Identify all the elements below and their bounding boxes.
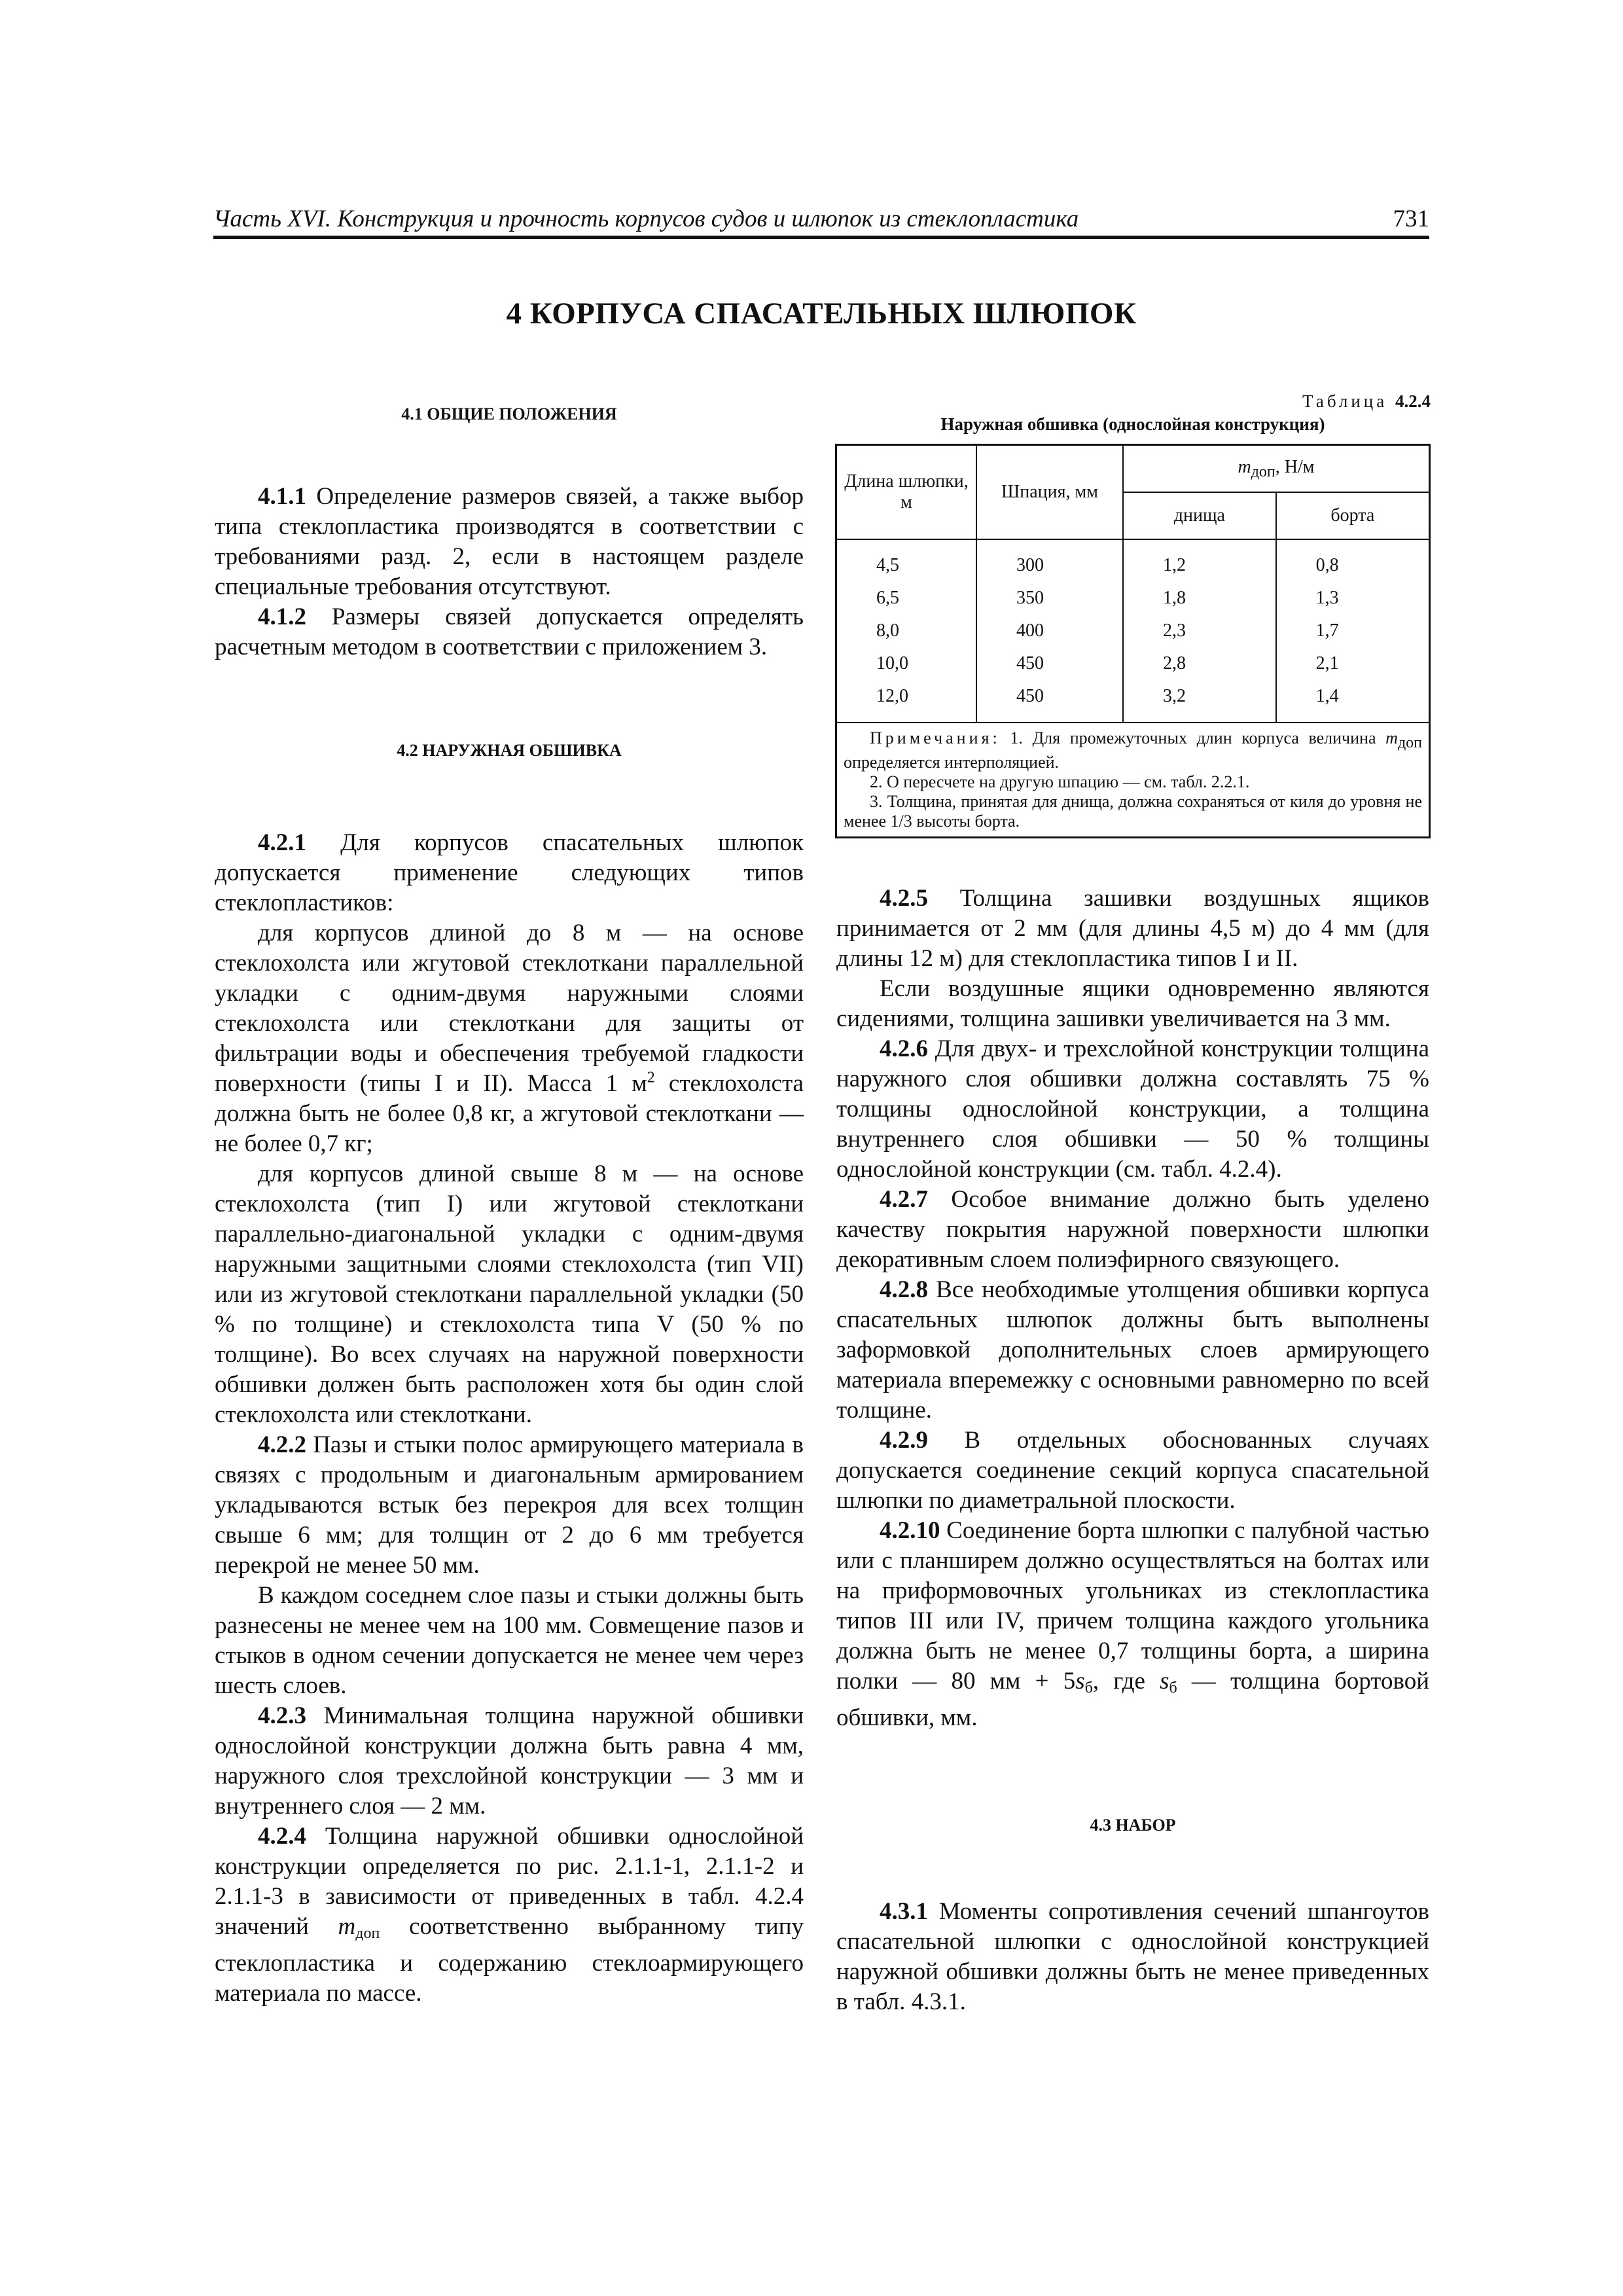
paragraph-text: для корпусов длиной до 8 м — на основе стеклохолста или жгутовой стеклоткани параллельной укладки с одним-двумя наружными слоями стеклохолста или стеклоткани для защиты от фильтрации воды и обеспечения требуемой гладкости поверхности (типы I и II). Масса 1 м bbox=[215, 920, 804, 1097]
section-heading-4-2: 4.2 НАРУЖНАЯ ОБШИВКА bbox=[397, 741, 622, 760]
math-symbol: s bbox=[1075, 1668, 1085, 1695]
table-4-2-4 bbox=[835, 391, 1431, 838]
paragraph-text: , где bbox=[1092, 1668, 1145, 1695]
table-row bbox=[836, 680, 1430, 723]
paragraph-number: 4.2.10 bbox=[880, 1517, 940, 1544]
paragraph-4-2-2-b: В каждом соседнем слое пазы и стыки должны быть разнесены не менее чем на 100 мм. Совмещение пазов и стыков в одном сечении допускается не менее чем через шесть слоев. bbox=[215, 1582, 804, 1699]
table-number-value: 4.2.4 bbox=[1395, 391, 1431, 411]
header-bottom: днища bbox=[1123, 492, 1276, 539]
paragraph-text: Размеры связей допускается определять расчетным методом в соответствии с приложением 3. bbox=[215, 603, 804, 660]
paragraph-4-2-5 bbox=[836, 884, 1429, 974]
paragraph-4-1-1 bbox=[215, 482, 804, 602]
paragraph-text: стеклохолста должна быть не более 0,8 кг, а жгутовой стеклоткани — не более 0,7 кг; bbox=[215, 1070, 804, 1157]
math-symbol: m bbox=[1385, 728, 1398, 747]
header-length: Длина шлюпки, м bbox=[836, 445, 977, 540]
paragraph-4-2-4 bbox=[215, 1821, 804, 2009]
paragraph-text: Толщина зашивки воздушных ящиков принимается от 2 мм (для длины 4,5 м) до 4 мм (для длины 12 м) для стеклопластика типов I и II. bbox=[836, 885, 1430, 972]
table-cell: 1,4 bbox=[1276, 680, 1430, 723]
notes-label: Примечания: bbox=[870, 728, 1001, 747]
paragraph-text: В отдельных обоснованных случаях допускается соединение секций корпуса спасательной шлюпки по диаметральной плоскости. bbox=[836, 1427, 1430, 1514]
paragraph-text: Соединение борта шлюпки с палубной частью или с планширем должно осуществляться на болтах или на приформовочных угольниках из стеклопластика типов III или IV, причем толщина каждого угольника должна быть не менее 0,7 толщины борта, а ширина полки — 80 мм + 5 bbox=[836, 1517, 1429, 1695]
paragraph-number: 4.2.4 bbox=[258, 1823, 306, 1850]
table-cell: 1,2 bbox=[1123, 539, 1276, 582]
note-text: 1. Для промежуточных длин корпуса величина bbox=[1010, 728, 1376, 747]
paragraph-number: 4.2.3 bbox=[258, 1702, 306, 1729]
paragraph-text: Минимальная толщина наружной обшивки однослойной конструкции должна быть равна 4 мм, наружного слоя трехслойной конструкции — 3 мм и внутреннего слоя — 2 мм. bbox=[215, 1702, 804, 1820]
math-subscript: доп bbox=[355, 1925, 380, 1942]
table-cell: 4,5 bbox=[836, 539, 977, 582]
paragraph-4-2-7 bbox=[836, 1185, 1429, 1275]
table-body bbox=[836, 539, 1430, 723]
paragraph-number: 4.2.2 bbox=[258, 1431, 306, 1458]
paragraph-4-1-2 bbox=[215, 602, 804, 662]
paragraph-4-2-10 bbox=[836, 1516, 1429, 1733]
table-number-label: Таблица bbox=[1302, 391, 1388, 411]
note-2: 2. О пересчете на другую шпацию — см. табл. 2.2.1. bbox=[870, 772, 1250, 791]
math-subscript: доп bbox=[1397, 734, 1422, 751]
paragraph-text: Определение размеров связей, а также выбор типа стеклопластика производятся в соответствии с требованиями разд. 2, если в настоящем разделе специальные требования отсутствуют. bbox=[215, 483, 804, 600]
table-cell: 1,3 bbox=[1276, 582, 1430, 615]
unit-label: , Н/м bbox=[1275, 456, 1315, 477]
paragraph-number: 4.3.1 bbox=[880, 1898, 928, 1925]
table-cell: 400 bbox=[976, 615, 1123, 647]
table-header-row bbox=[836, 445, 1430, 493]
paragraph-number: 4.2.7 bbox=[880, 1186, 928, 1213]
paragraph-text: Для корпусов спасательных шлюпок допускается применение следующих типов стеклопластиков: bbox=[215, 829, 804, 916]
table-row bbox=[836, 615, 1430, 647]
paragraph-text: Пазы и стыки полос армирующего материала в связях с продольным и диагональным армированием укладываются встык без перекроя для всех толщин свыше 6 мм; для толщин от 2 до 6 мм требуется перекрой не менее 50 мм. bbox=[215, 1431, 804, 1579]
paragraph-number: 4.2.6 bbox=[880, 1035, 928, 1062]
paragraph-number: 4.2.9 bbox=[880, 1427, 928, 1454]
left-column bbox=[215, 399, 804, 2009]
math-subscript: доп bbox=[1251, 463, 1275, 480]
table-cell: 3,2 bbox=[1123, 680, 1276, 723]
table-cell: 2,3 bbox=[1123, 615, 1276, 647]
table-row bbox=[836, 539, 1430, 582]
data-table bbox=[835, 444, 1431, 838]
paragraph-4-2-5-b: Если воздушные ящики одновременно являются сидениями, толщина зашивки увеличивается на 3 мм. bbox=[836, 975, 1429, 1032]
paragraph-number: 4.1.1 bbox=[258, 483, 306, 510]
paragraph-4-2-3 bbox=[215, 1701, 804, 1821]
page-header bbox=[213, 196, 1429, 239]
header-m-dop bbox=[1123, 445, 1430, 493]
math-symbol: s bbox=[1160, 1668, 1169, 1695]
section-heading-4-1: 4.1 ОБЩИЕ ПОЛОЖЕНИЯ bbox=[401, 404, 617, 423]
table-cell: 450 bbox=[976, 680, 1123, 723]
paragraph-text: соответственно выбранному типу стеклопластика и содержанию стеклоармирующего материала по массе. bbox=[215, 1913, 804, 2007]
header-side: борта bbox=[1276, 492, 1430, 539]
paragraph-number: 4.1.2 bbox=[258, 603, 306, 630]
table-cell: 2,8 bbox=[1123, 647, 1276, 680]
table-cell: 450 bbox=[976, 647, 1123, 680]
superscript: 2 bbox=[647, 1069, 655, 1086]
table-notes bbox=[836, 723, 1430, 838]
note-1 bbox=[844, 728, 1422, 772]
table-row bbox=[836, 582, 1430, 615]
paragraph-text: — толщина бортовой обшивки, мм. bbox=[836, 1668, 1430, 1731]
chapter-title: 4 КОРПУСА СПАСАТЕЛЬНЫХ ШЛЮПОК bbox=[506, 296, 1137, 331]
running-title: Часть XVI. Конструкция и прочность корпусов судов и шлюпок из стеклопластика bbox=[213, 206, 1079, 232]
right-column bbox=[836, 884, 1429, 2017]
paragraph-text: Особое внимание должно быть уделено качеству покрытия наружной поверхности шлюпки декоративным слоем полиэфирного связующего. bbox=[836, 1186, 1430, 1273]
paragraph-text: Все необходимые утолщения обшивки корпуса спасательных шлюпок должны быть выполнены заформовкой дополнительных слоев армирующего материала вперемежку с основными равномерно по всей толщине. bbox=[836, 1276, 1429, 1424]
table-cell: 2,1 bbox=[1276, 647, 1430, 680]
table-cell: 1,7 bbox=[1276, 615, 1430, 647]
note-3: 3. Толщина, принятая для днища, должна сохраняться от киля до уровня не менее 1/3 высоты борта. bbox=[844, 792, 1422, 831]
header-spacing: Шпация, мм bbox=[976, 445, 1123, 540]
table-cell: 350 bbox=[976, 582, 1123, 615]
section-heading-4-3: 4.3 НАБОР bbox=[1090, 1816, 1176, 1835]
paragraph-text: Для двух- и трехслойной конструкции толщина наружного слоя обшивки должна составлять 75 % толщины однослойной конструкции, а толщина внутреннего слоя обшивки — 50 % толщины однослойной конструкции (см. табл. 4.2.4). bbox=[836, 1035, 1429, 1183]
table-row bbox=[836, 647, 1430, 680]
paragraph-4-2-9 bbox=[836, 1426, 1429, 1516]
paragraph-text: Толщина наружной обшивки однослойной конструкции определяется по рис. 2.1.1-1, 2.1.1-2 и 2.1.1-3 в зависимости от приведенных в табл. 4.2.4 значений bbox=[215, 1823, 804, 1940]
table-cell: 10,0 bbox=[836, 647, 977, 680]
notes-cell bbox=[836, 723, 1430, 838]
table-cell: 8,0 bbox=[836, 615, 977, 647]
table-cell: 1,8 bbox=[1123, 582, 1276, 615]
paragraph-4-2-8 bbox=[836, 1275, 1429, 1426]
paragraph-4-2-1 bbox=[215, 828, 804, 918]
paragraph-4-2-6 bbox=[836, 1034, 1429, 1185]
paragraph-number: 4.2.5 bbox=[880, 885, 928, 912]
table-cell: 6,5 bbox=[836, 582, 977, 615]
paragraph-4-2-1-b: для корпусов длиной свыше 8 м — на основе стеклохолста (тип I) или жгутовой стеклоткани параллельно-диагональной укладки с одним-двумя наружными защитными слоями стеклохолста (тип VII) или из жгутовой стеклоткани параллельной укладки (50 % по толщине) и стеклохолста типа V (50 % по толщине). Во всех случаях на наружной поверхности обшивки должен быть расположен хотя бы один слой стеклохолста или стеклоткани. bbox=[215, 1160, 804, 1428]
table-caption: Наружная обшивка (однослойная конструкция) bbox=[940, 414, 1325, 434]
paragraph-4-2-1-a bbox=[215, 918, 804, 1159]
math-symbol: m bbox=[338, 1913, 356, 1940]
page-number: 731 bbox=[1393, 206, 1429, 232]
paragraph-4-3-1 bbox=[836, 1897, 1429, 2017]
paragraph-4-2-2 bbox=[215, 1430, 804, 1581]
math-symbol: m bbox=[1238, 456, 1251, 477]
table-cell: 300 bbox=[976, 539, 1123, 582]
math-subscript: б bbox=[1084, 1679, 1093, 1696]
table-number bbox=[835, 391, 1431, 412]
table-cell: 0,8 bbox=[1276, 539, 1430, 582]
math-subscript: б bbox=[1169, 1679, 1177, 1696]
table-cell: 12,0 bbox=[836, 680, 977, 723]
paragraph-number: 4.2.8 bbox=[880, 1276, 928, 1303]
paragraph-text: Моменты сопротивления сечений шпангоутов спасательной шлюпки с однослойной конструкцией наружной обшивки должны быть не менее приведенных в табл. 4.3.1. bbox=[836, 1898, 1430, 2015]
paragraph-number: 4.2.1 bbox=[258, 829, 306, 856]
note-text: определяется интерполяцией. bbox=[844, 753, 1060, 772]
